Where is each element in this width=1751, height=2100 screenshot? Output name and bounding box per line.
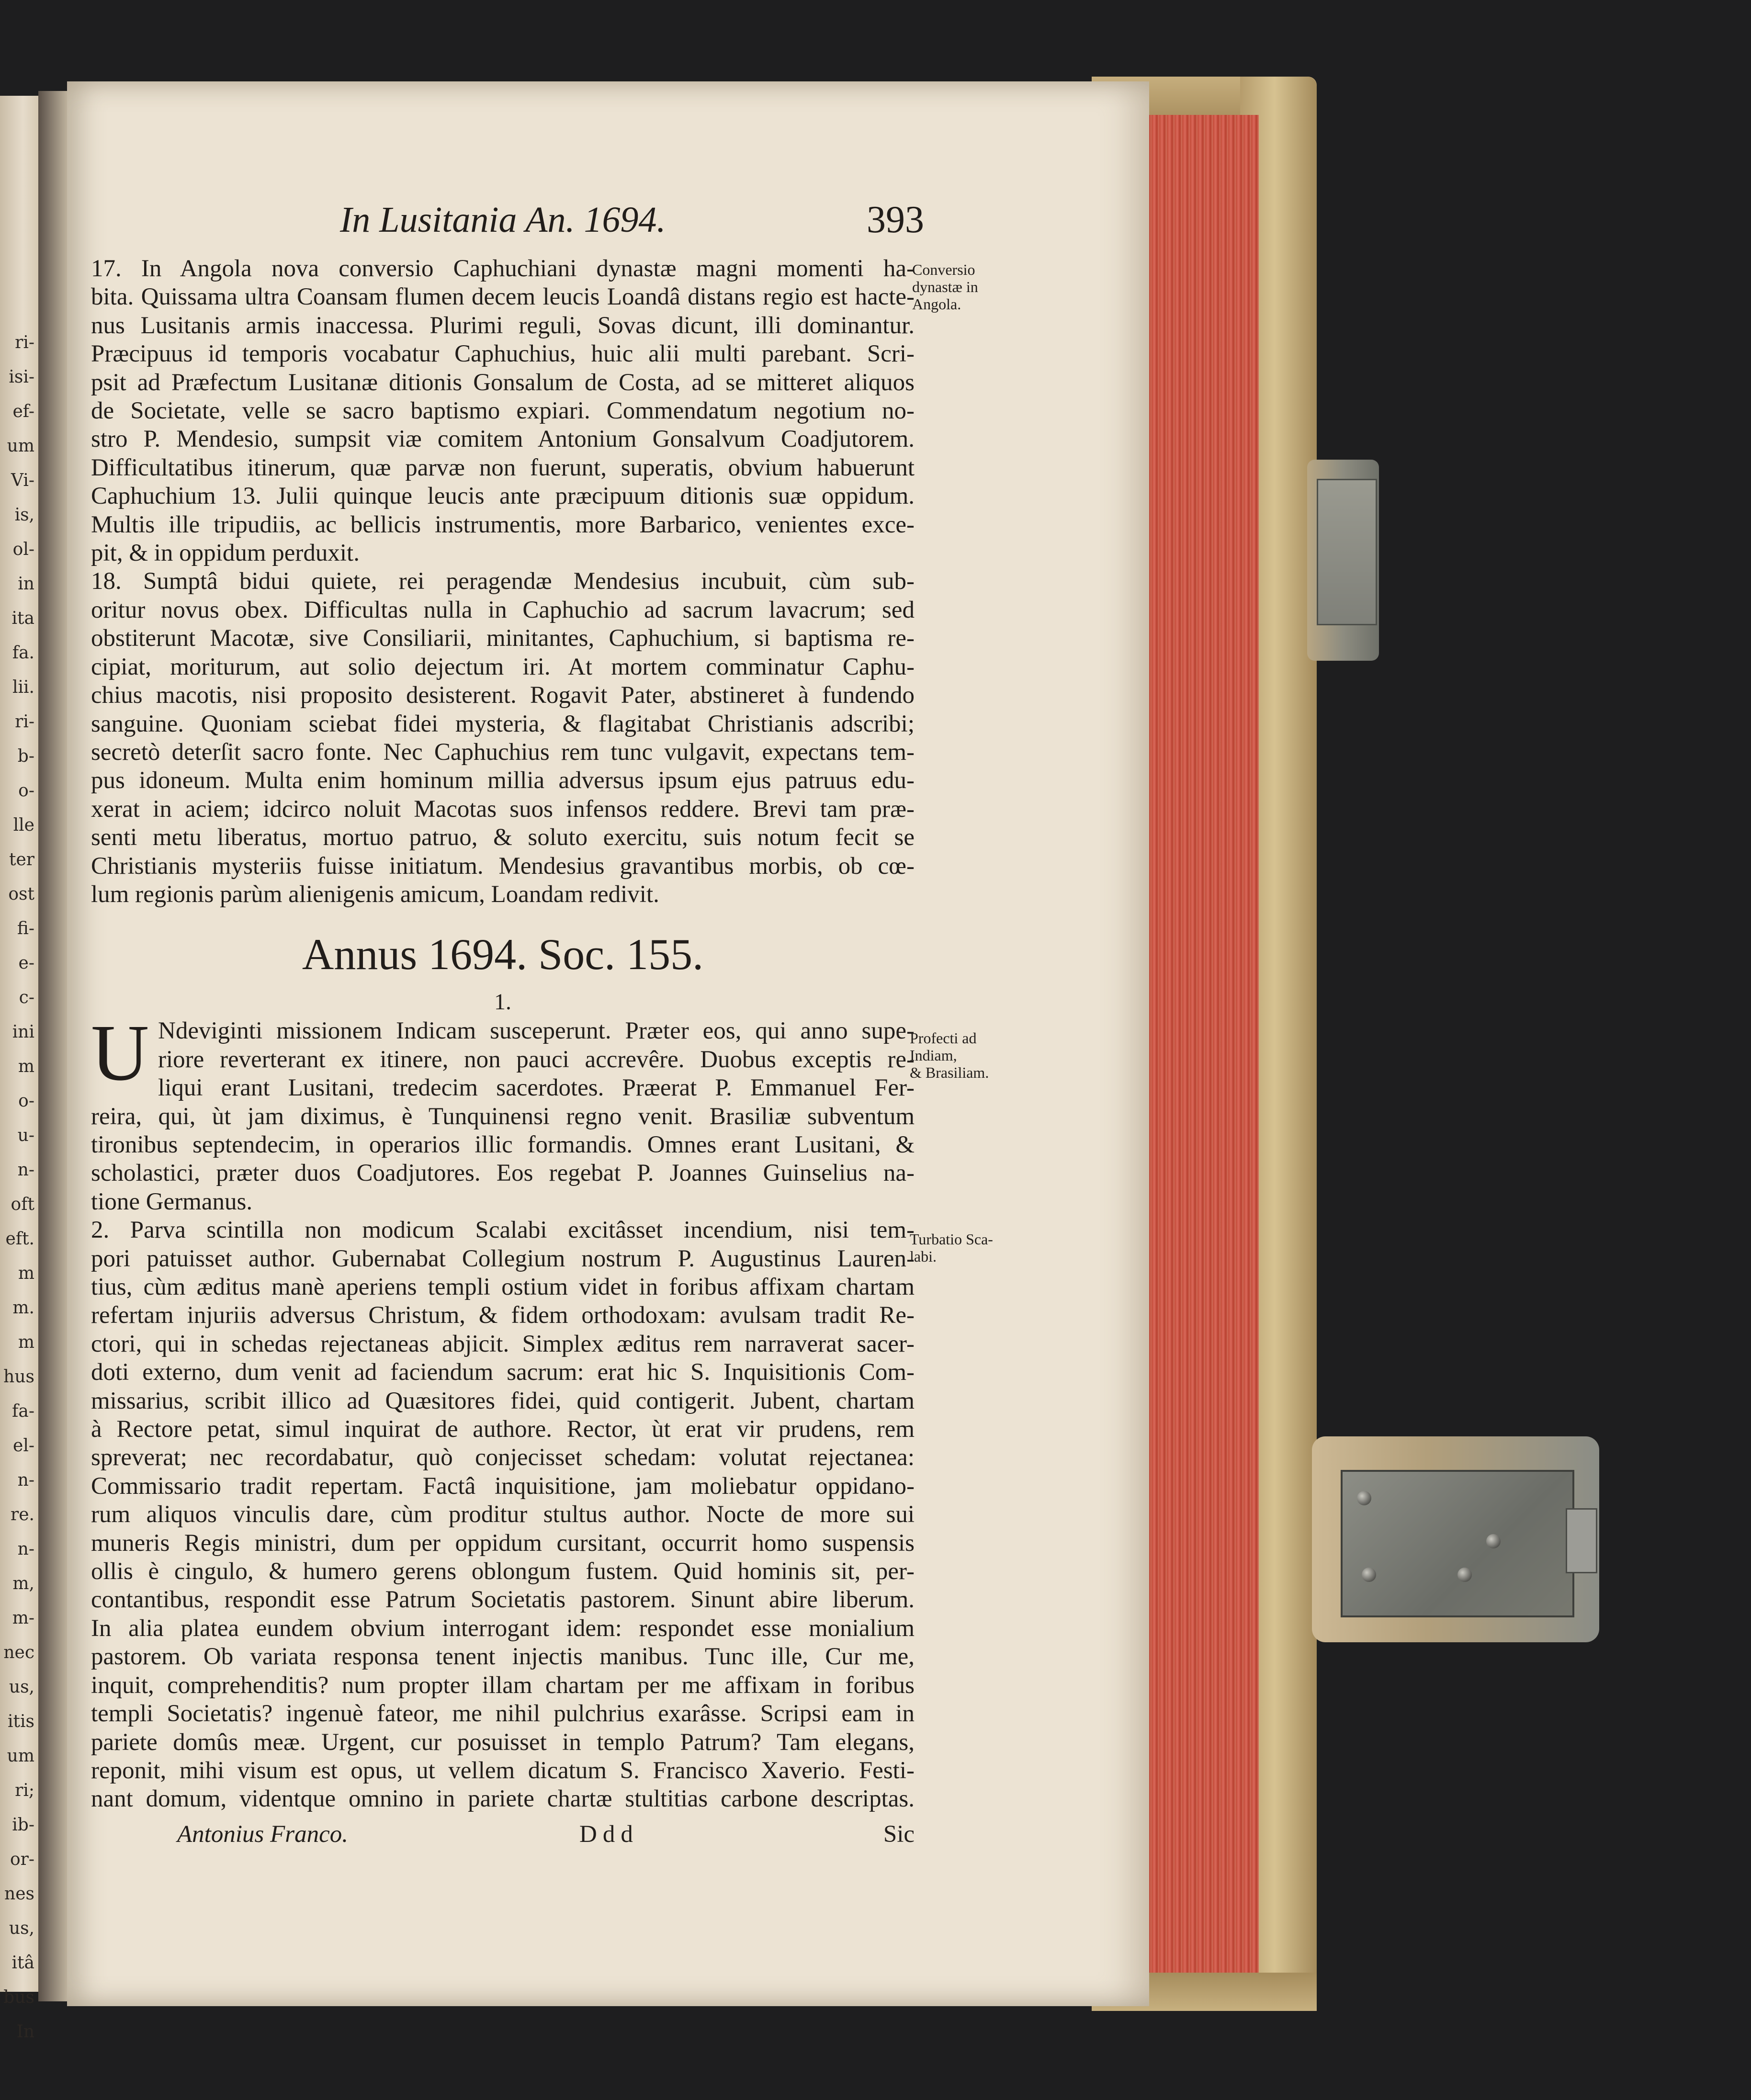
red-fore-edge xyxy=(1142,115,1259,1973)
text-line: ctori, qui in schedas rejectaneas abjicit. Simplex æditus rem narraverat sacer- xyxy=(91,1330,915,1357)
left-page-fragment: e- xyxy=(18,953,34,973)
text-line: obstiterunt Macotæ, sive Consiliarii, minitantes, Caphuchium, si baptisma re- xyxy=(91,625,915,652)
text-line: chius macotis, nisi proposito desisterent. Rogavit Pater, abstineret à fundendo xyxy=(91,682,915,709)
running-title: In Lusitania An. 1694. xyxy=(340,200,666,240)
left-page-fragments xyxy=(1,326,34,2049)
text-line: ollis è cingulo, & humero gerens oblongum fustem. Quid hominis sit, per- xyxy=(91,1558,915,1585)
text-line: sanguine. Quoniam sciebat fidei mysteria, & flagitabat Christianis adscribi; xyxy=(91,710,915,737)
text-line: bita. Quissama ultra Coansam flumen decem leucis Loandâ distans regio est hacte- xyxy=(91,283,915,311)
left-page-fragment: m- xyxy=(12,1608,34,1628)
left-page-fragment: lle xyxy=(13,815,34,835)
left-page-fragment: re. xyxy=(11,1505,34,1524)
left-page-fragment: m, xyxy=(12,1574,34,1593)
left-page-fragment: m xyxy=(18,1332,34,1352)
text-line: secretò deterſit sacro fonte. Nec Caphuchius rem tunc vulgavit, expectans tem- xyxy=(91,738,915,766)
left-page-fragment: in xyxy=(18,574,34,594)
rivet xyxy=(1357,1491,1371,1505)
signature-mark: Ddd xyxy=(579,1820,639,1848)
margin-note-line: Turbatio Sca- xyxy=(910,1231,993,1248)
paragraph-1-rest xyxy=(91,1103,915,1217)
text-line: tironibus septendecim, in operarios illic formandis. Omnes erant Lusitani, & xyxy=(91,1131,915,1158)
text-line: nant domum, videntque omnino in pariete chartæ stultitias carbone descriptas. xyxy=(91,1785,915,1813)
left-page-fragment: ter xyxy=(9,850,34,869)
page-number: 393 xyxy=(867,199,924,241)
text-line: Christianis mysteriis fuisse initiatum. Mendesius gravantibus morbis, ob cœ- xyxy=(91,852,915,880)
left-page-fragment: m xyxy=(18,1264,34,1283)
text-line: 18. Sumptâ bidui quiete, rei peragendæ Mendesius incubuit, cùm sub- xyxy=(91,568,915,595)
left-page-fragment: um xyxy=(7,436,34,456)
drop-cap: U xyxy=(91,1008,149,1098)
text-line: templi Societatis? ingenuè fateor, me nihil pulchrius exarâsse. Scripsi eam in xyxy=(91,1700,915,1727)
text-line: Præcipuus id temporis vocabatur Caphuchius, huic alii multi parebant. Scri- xyxy=(91,340,915,368)
left-page-fragment: isi- xyxy=(9,367,34,387)
text-line: psit ad Præfectum Lusitanæ ditionis Gonsalum de Costa, ad se mitteret aliquos xyxy=(91,369,915,396)
text-line: tione Germanus. xyxy=(91,1188,253,1215)
left-page-fragment: o- xyxy=(18,1091,34,1111)
left-page-fragment: lii. xyxy=(12,677,34,697)
left-page-edge xyxy=(0,96,40,2042)
margin-note-profecti xyxy=(910,1029,1025,1081)
upper-clasp-plate xyxy=(1317,479,1377,625)
text-line: Caphuchium 13. Julii quinque leucis ante præcipuum ditionis suæ oppidum. xyxy=(91,483,915,510)
left-page-fragment: m xyxy=(18,1057,34,1076)
drop-cap-lines xyxy=(91,1008,915,1102)
text-line: scholastici, præter duos Coadjutores. Eos regebat P. Joannes Guinselius na- xyxy=(91,1160,915,1187)
text-line: de Societate, velle se sacro baptismo expiari. Commendatum negotium no- xyxy=(91,397,915,425)
text-line: contantibus, respondit esse Patrum Societatis pastorem. Sinunt abire liberum. xyxy=(91,1586,915,1614)
text-line: Multis ille tripudiis, ac bellicis instrumentis, more Barbarico, venientes exce- xyxy=(91,511,915,538)
section-number: 1. xyxy=(494,989,511,1015)
left-page-fragment: n- xyxy=(17,1160,34,1180)
left-page-fragment: u- xyxy=(17,1126,34,1145)
left-page-fragment: ri- xyxy=(15,333,34,352)
text-line: Difficultatibus itinerum, quæ parvæ non fuerunt, superatis, obvium habuerunt xyxy=(91,454,915,481)
text-block xyxy=(91,199,924,1854)
left-page-fragment: c- xyxy=(19,988,34,1007)
left-page-fragment: oft xyxy=(11,1195,34,1214)
text-line: missarius, scribit illico ad Quæsitores fidei, quid contigerit. Jubent, chartam xyxy=(91,1387,915,1414)
left-page-fragment: ri; xyxy=(15,1781,34,1800)
gutter-shadow xyxy=(38,91,67,2001)
left-page-fragment: bus xyxy=(3,1987,34,2007)
year-heading: Annus 1694. Soc. 155. xyxy=(302,930,704,979)
text-line: senti metu liberatus, mortuo patruo, & soluto exercitu, suis notum fecit se xyxy=(91,824,915,851)
left-page-fragment: o- xyxy=(18,781,34,801)
left-page-fragment: fi- xyxy=(17,919,34,938)
left-page-fragment: Vi- xyxy=(11,471,34,490)
left-page-fragment: b- xyxy=(17,746,34,766)
text-line: stro P. Mendesio, sumpsit viæ comitem Antonium Gonsalvum Coadjutorem. xyxy=(91,426,915,453)
margin-note-line: dynastæ in xyxy=(912,278,978,295)
left-page-fragment: ol- xyxy=(12,540,34,559)
left-page-fragment: ib- xyxy=(12,1815,34,1835)
left-page-fragment: In xyxy=(16,2022,34,2042)
clasp-hook xyxy=(1566,1508,1597,1573)
text-line: Ndeviginti missionem Indicam susceperunt. Præter eos, qui anno supe- xyxy=(158,1017,915,1045)
text-line: xerat in aciem; idcirco noluit Macotas suos infensos reddere. Brevi tam præ- xyxy=(91,795,915,823)
text-line: cipiat, moriturum, aut solio dejectum iri. At mortem comminatur Caphu- xyxy=(91,653,915,680)
rivet xyxy=(1362,1568,1376,1582)
text-line: pariete domûs meæ. Urgent, cur posuisset in templo Patrum? Tam elegans, xyxy=(91,1728,915,1756)
left-page-fragment: nec xyxy=(3,1643,34,1662)
margin-note-line: Profecti ad xyxy=(910,1029,977,1047)
left-page-fragment: nes xyxy=(4,1884,34,1904)
margin-note-line: Conversio xyxy=(912,261,975,278)
left-page-fragment: um xyxy=(7,1746,34,1766)
text-line: 2. Parva scintilla non modicum Scalabi excitâsset incendium, nisi tem- xyxy=(91,1217,915,1244)
left-page-fragment: fa- xyxy=(12,1401,34,1421)
text-line: rum aliquos vinculis dare, cùm proditur stultus author. Nocte de more sui xyxy=(91,1501,915,1528)
text-line: pus idoneum. Multa enim hominum millia adversus ipsum ejus patruus edu- xyxy=(91,767,915,794)
left-page-fragment: ri- xyxy=(15,712,34,732)
left-page-fragment: n- xyxy=(17,1539,34,1559)
left-page-fragment: ita xyxy=(11,609,34,628)
text-line: 17. In Angola nova conversio Caphuchiani dynastæ magni momenti ha- xyxy=(91,255,915,282)
text-line: reponit, mihi visum est opus, ut vellem dicatum S. Francisco Xaverio. Festi- xyxy=(91,1757,915,1784)
left-page-fragment: itis xyxy=(8,1712,34,1731)
paragraph-2 xyxy=(91,1216,915,1814)
text-line: In alia platea eundem obvium interrogant idem: respondet esse monialium xyxy=(91,1615,915,1642)
margin-note-line: Indiam, xyxy=(910,1047,957,1064)
text-line: nus Lusitanis armis inaccessa. Plurimi reguli, Sovas dicunt, illi dominantur. xyxy=(91,312,915,339)
left-page-fragment: us, xyxy=(9,1919,34,1938)
running-head xyxy=(91,199,924,254)
left-page-fragment: el- xyxy=(13,1436,34,1456)
left-page-fragment: ini xyxy=(12,1022,34,1042)
text-line: doti externo, dum venit ad faciendum sacrum: erat hic S. Inquisitionis Com- xyxy=(91,1359,915,1386)
text-line: pastorem. Ob variata responsa tenent injectis manibus. Tunc ille, Cur me, xyxy=(91,1643,915,1671)
left-page-fragment: itâ xyxy=(11,1953,34,1973)
margin-note-turbatio xyxy=(910,1231,1025,1265)
text-line: pori patuisset author. Gubernabat Collegium nostrum P. Augustinus Lauren- xyxy=(91,1245,915,1272)
text-line: oritur novus obex. Difficultas nulla in Caphuchio ad sacrum lavacrum; sed xyxy=(91,596,915,623)
page-footer xyxy=(91,1820,915,1854)
rivet xyxy=(1457,1568,1472,1582)
lower-clasp-plate xyxy=(1341,1470,1574,1617)
margin-note-line: & Brasiliam. xyxy=(910,1064,989,1081)
left-page-fragment: ef- xyxy=(12,402,34,421)
paragraph-1-opening xyxy=(91,1008,915,1102)
lower-clasp xyxy=(1312,1436,1599,1642)
margin-note-line: Angola. xyxy=(912,295,961,313)
footer-author: Antonius Franco. xyxy=(177,1820,348,1848)
left-page-fragment: fa. xyxy=(12,643,34,663)
catchword: Sic xyxy=(883,1820,915,1848)
margin-note-line: labi. xyxy=(910,1248,937,1265)
left-page-fragment: ost xyxy=(8,884,34,904)
text-line: pit, & in oppidum perduxit. xyxy=(91,540,360,567)
text-line: refertam injuriis adversus Christum, & fidem orthodoxam: avulsam tradit Re- xyxy=(91,1302,915,1329)
margin-note-conversio xyxy=(912,261,1008,313)
left-page-fragment: n- xyxy=(17,1470,34,1490)
left-page-fragment: eft. xyxy=(5,1229,34,1249)
left-page-fragment: m. xyxy=(12,1298,34,1318)
left-page-fragment: is, xyxy=(14,505,34,525)
text-line: inquit, comprehenditis? num propter illam chartam per me affixam in foribus xyxy=(91,1671,915,1699)
text-line: riore reverterant ex itinere, non pauci accrevêre. Duobus exceptis re- xyxy=(158,1046,915,1073)
text-line: Commissario tradit repertam. Factâ inquisitione, jam moliebatur oppidano- xyxy=(91,1472,915,1500)
paragraph-17 xyxy=(91,255,915,567)
left-page-fragment: hus xyxy=(3,1367,34,1387)
rivet xyxy=(1486,1534,1501,1548)
text-line: muneris Regis ministri, dum per oppidum cursitant, occurrit homo suspensis xyxy=(91,1529,915,1557)
text-line: tius, cùm æditus manè aperiens templi ostium videt in foribus affixam chartam xyxy=(91,1274,915,1300)
upper-clasp xyxy=(1307,460,1379,661)
text-line: lum regionis parùm alienigenis amicum, Loandam redivit. xyxy=(91,881,659,908)
text-line: reira, qui, ùt jam diximus, è Tunquinensi regno venit. Brasiliæ subventum xyxy=(91,1103,915,1130)
text-line: liqui erant Lusitani, tredecim sacerdotes. Præerat P. Emmanuel Fer- xyxy=(158,1074,915,1102)
left-page-fragment: us, xyxy=(9,1677,34,1697)
text-line: à Rectore petat, simul inquirat de authore. Rector, ùt erat vir prudens, rem xyxy=(91,1416,915,1443)
text-line: spreverat; nec recordabatur, quò conjecisset schedam: volutat rejectanea: xyxy=(91,1444,915,1471)
paragraph-18 xyxy=(91,567,915,909)
left-page-fragment: or- xyxy=(10,1850,34,1869)
